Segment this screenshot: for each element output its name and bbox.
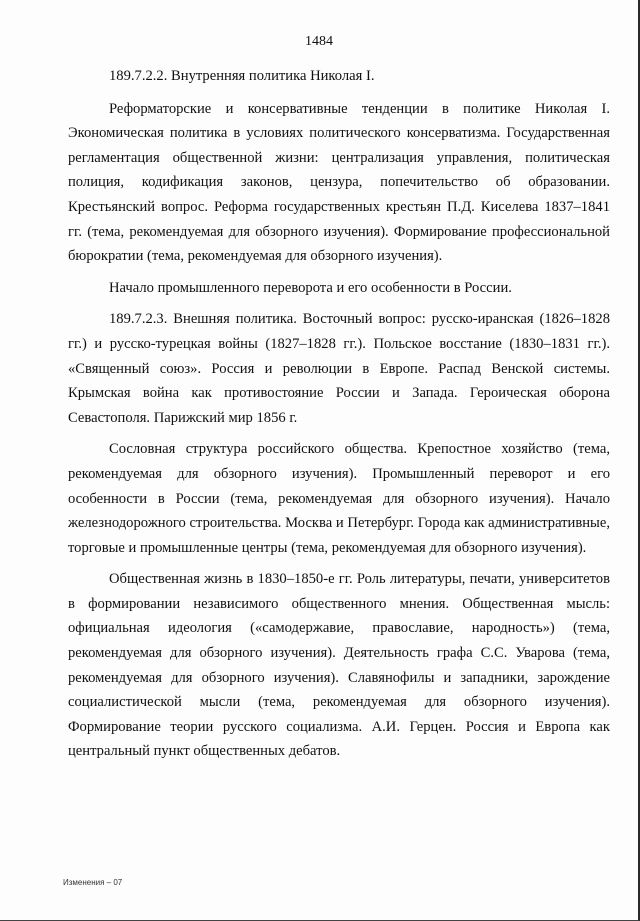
paragraph-domestic-policy: Реформаторские и консервативные тенденции в политике Николая I. Экономическая политика в условиях политического консерватизма. Государственная регламентация общественной жизни: централизация управления, политическая полиция, кодификация законов, цензура, попечительство об образовании. Крестьянский вопрос. Реформа государственных крестьян П.Д. Киселева 1837–1841 гг. (тема, рекомендуемая для обзорного изучения). Формирование профессиональной бюрократии (тема, рекомендуемая для обзорного изучения). [68,100,610,265]
paragraph-public-life: Общественная жизнь в 1830–1850-е гг. Роль литературы, печати, университетов в формировании независимого общественного мнения. Общественная мысль: официальная идеология («самодержавие, православие, народность») (тема, рекомендуемая для обзорного изучения). Деятельность графа С.С. Уварова (тема, рекомендуемая для обзорного изучения). Славянофилы и западники, зарождение социалистической мысли (тема, рекомендуемая для обзорного изучения). Формирование теории русского социализма. А.И. Герцен. Россия и Европа как центральный пункт общественных дебатов. [68,571,610,760]
paragraph-foreign-policy: 189.7.2.3. Внешняя политика. Восточный вопрос: русско-иранская (1826–1828 гг.) и русско-турецкая войны (1827–1828 гг.). Польское восстание (1830–1831 гг.). «Священный союз». Россия и революции в Европе. Распад Венской системы. Крымская война как противостояние России и Запада. Героическая оборона Севастополя. Парижский мир 1856 г. [68,311,610,426]
document-body [68,64,610,771]
footer-revision-note: Изменения – 07 [63,878,123,887]
paragraph-industrial-revolution: Начало промышленного переворота и его особенности в России. [109,279,512,296]
paragraph-social-structure: Сословная структура российского общества. Крепостное хозяйство (тема, рекомендуемая для обзорного изучения). Промышленный переворот и его особенности в России (тема, рекомендуемая для обзорного изучения). Начало железнодорожного строительства. Москва и Петербург. Города как административные, торговые и промышленные центры (тема, рекомендуемая для обзорного изучения). [68,441,610,556]
page-number: 1484 [305,34,333,49]
section-heading-189-7-2-2: 189.7.2.2. Внутренняя политика Николая I. [109,68,375,84]
